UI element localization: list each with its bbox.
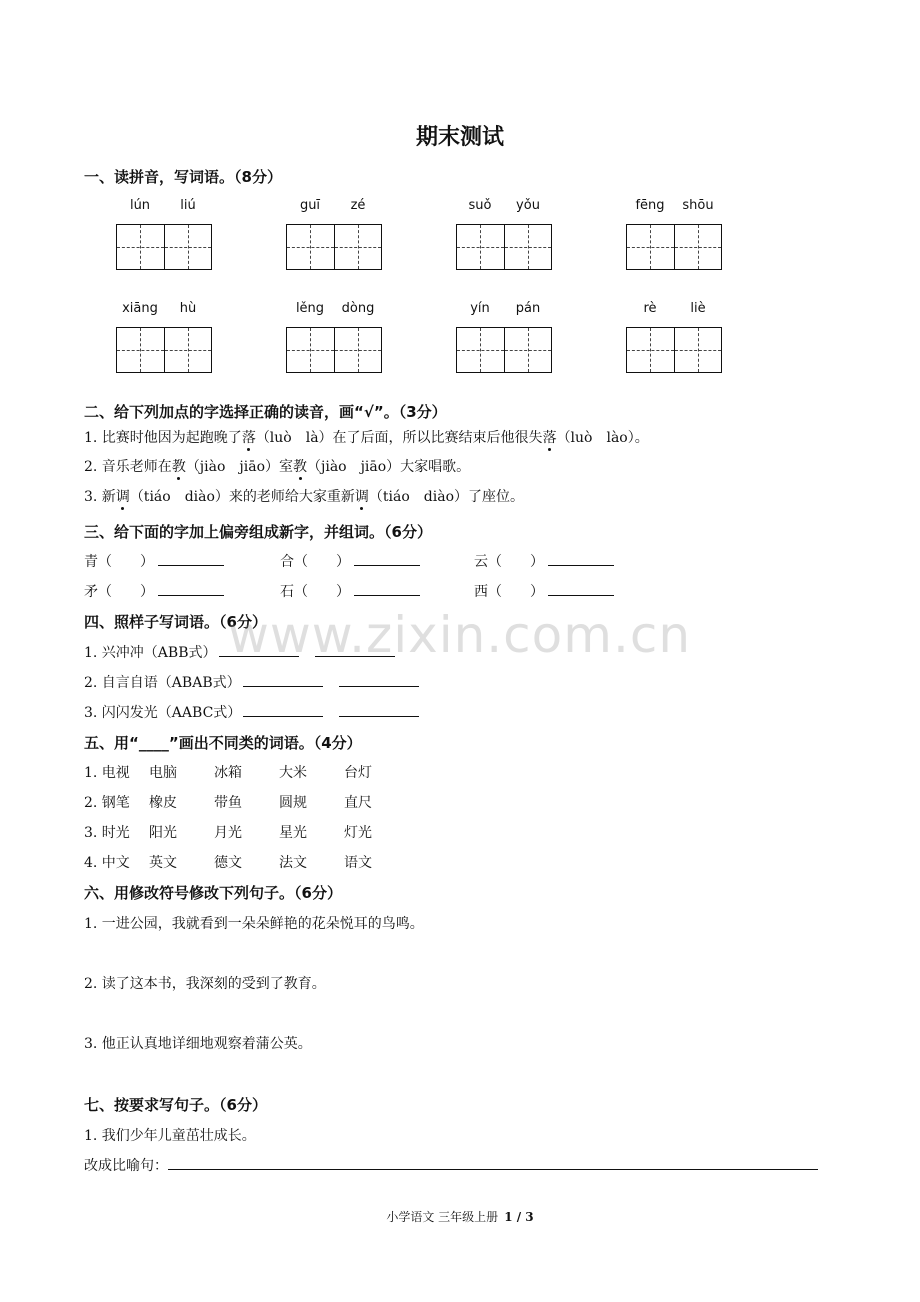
dotted-char: 落 xyxy=(542,430,557,446)
pinyin-text: liú xyxy=(180,198,196,213)
answer-blank[interactable] xyxy=(354,551,420,566)
word-item[interactable]: 台灯 xyxy=(344,765,372,781)
section-4-heading: 四、照样子写词语。（6分） xyxy=(84,613,267,631)
page-footer: 小学语文 三年级上册 1 / 3 xyxy=(386,1210,534,1224)
watermark: www.zixin.com.cn xyxy=(228,606,692,664)
question-line: 3. 闪闪发光（AABC式） xyxy=(84,702,419,722)
pinyin-text: rè xyxy=(643,301,657,316)
pinyin-text: dòng xyxy=(341,301,375,316)
pinyin-text: suǒ xyxy=(468,198,492,213)
answer-blank[interactable] xyxy=(168,1155,818,1170)
section-2-heading: 二、给下列加点的字选择正确的读音，画“√”。（3分） xyxy=(84,403,447,421)
word-item[interactable]: 大米 xyxy=(279,765,307,781)
word-item[interactable]: 直尺 xyxy=(344,795,372,811)
answer-blank[interactable] xyxy=(354,581,420,596)
dotted-char: 教 xyxy=(171,459,186,475)
answer-blank[interactable] xyxy=(158,581,224,596)
radical-item: 云（ ） xyxy=(474,551,614,571)
pinyin-text: lěng xyxy=(295,301,325,316)
pinyin-text: shōu xyxy=(682,198,714,213)
word-item[interactable]: 星光 xyxy=(279,825,307,841)
writing-boxes[interactable] xyxy=(116,327,212,373)
word-item[interactable]: 2. 钢笔 xyxy=(84,795,130,811)
dotted-char: 调 xyxy=(354,489,369,505)
question-line: 2. 自言自语（ABAB式） xyxy=(84,672,419,692)
question-line: 2. 音乐老师在教（jiào jiāo）室教（jiào jiāo）大家唱歌。 xyxy=(84,459,471,475)
writing-boxes[interactable] xyxy=(286,327,382,373)
pinyin-text: yín xyxy=(470,301,490,316)
pinyin-text: pán xyxy=(515,301,541,316)
answer-blank[interactable] xyxy=(548,551,614,566)
word-item[interactable]: 灯光 xyxy=(344,825,372,841)
section-5-heading: 五、用“____”画出不同类的词语。（4分） xyxy=(84,734,362,752)
pinyin-text: xiāng xyxy=(122,301,158,316)
pinyin-text: zé xyxy=(350,198,366,213)
word-item[interactable]: 阳光 xyxy=(149,825,177,841)
word-item[interactable]: 带鱼 xyxy=(214,795,242,811)
question-line: 改成比喻句： xyxy=(84,1155,818,1175)
word-item[interactable]: 电脑 xyxy=(149,765,177,781)
pinyin-text: guī xyxy=(299,198,321,213)
answer-blank[interactable] xyxy=(158,551,224,566)
pinyin-text: lún xyxy=(129,198,151,213)
answer-blank[interactable] xyxy=(548,581,614,596)
page-title: 期末测试 xyxy=(415,125,504,150)
answer-blank[interactable] xyxy=(243,672,323,687)
question-line: 1. 我们少年儿童茁壮成长。 xyxy=(84,1128,256,1144)
word-item[interactable]: 月光 xyxy=(214,825,242,841)
page-number: 1 / 3 xyxy=(504,1210,534,1224)
word-item[interactable]: 1. 电视 xyxy=(84,765,130,781)
answer-blank[interactable] xyxy=(339,672,419,687)
answer-blank[interactable] xyxy=(315,642,395,657)
question-line: 1. 比赛时他因为起跑晚了落（luò là）在了后面，所以比赛结束后他很失落（luò lào）。 xyxy=(84,430,649,446)
word-item[interactable]: 英文 xyxy=(149,855,177,871)
question-line: 1. 一进公园，我就看到一朵朵鲜艳的花朵悦耳的鸟鸣。 xyxy=(84,916,424,932)
radical-item: 矛（ ） xyxy=(84,581,224,601)
word-item[interactable]: 德文 xyxy=(214,855,242,871)
section-3-heading: 三、给下面的字加上偏旁组成新字，并组词。（6分） xyxy=(84,523,432,541)
pinyin-text: fēng xyxy=(635,198,665,213)
question-line: 3. 他正认真地详细地观察着蒲公英。 xyxy=(84,1036,312,1052)
word-item[interactable]: 3. 时光 xyxy=(84,825,130,841)
section-1-heading: 一、读拼音，写词语。（8分） xyxy=(84,168,282,186)
writing-boxes[interactable] xyxy=(116,224,212,270)
writing-boxes[interactable] xyxy=(626,224,722,270)
question-line: 1. 兴冲冲（ABB式） xyxy=(84,642,395,662)
question-line: 2. 读了这本书，我深刻的受到了教育。 xyxy=(84,976,326,992)
answer-blank[interactable] xyxy=(219,642,299,657)
word-item[interactable]: 圆规 xyxy=(279,795,307,811)
dotted-char: 教 xyxy=(293,459,307,475)
answer-blank[interactable] xyxy=(243,702,323,717)
pinyin-text: liè xyxy=(690,301,706,316)
radical-item: 西（ ） xyxy=(474,581,614,601)
writing-boxes[interactable] xyxy=(626,327,722,373)
writing-boxes[interactable] xyxy=(286,224,382,270)
pinyin-text: yǒu xyxy=(516,198,540,213)
radical-item: 石（ ） xyxy=(280,581,420,601)
word-item[interactable]: 橡皮 xyxy=(149,795,177,811)
dotted-char: 落 xyxy=(241,430,256,446)
section-6-heading: 六、用修改符号修改下列句子。（6分） xyxy=(84,884,342,902)
word-item[interactable]: 冰箱 xyxy=(214,765,242,781)
word-item[interactable]: 语文 xyxy=(344,855,372,871)
answer-blank[interactable] xyxy=(339,702,419,717)
writing-boxes[interactable] xyxy=(456,327,552,373)
question-line: 3. 新调（tiáo diào）来的老师给大家重新调（tiáo diào）了座位。 xyxy=(84,489,524,505)
radical-item: 青（ ） xyxy=(84,551,224,571)
word-item[interactable]: 4. 中文 xyxy=(84,855,130,871)
pinyin-text: hù xyxy=(179,301,197,316)
dotted-char: 调 xyxy=(115,489,130,505)
writing-boxes[interactable] xyxy=(456,224,552,270)
section-7-heading: 七、按要求写句子。（6分） xyxy=(84,1096,267,1114)
radical-item: 合（ ） xyxy=(280,551,420,571)
word-item[interactable]: 法文 xyxy=(279,855,307,871)
